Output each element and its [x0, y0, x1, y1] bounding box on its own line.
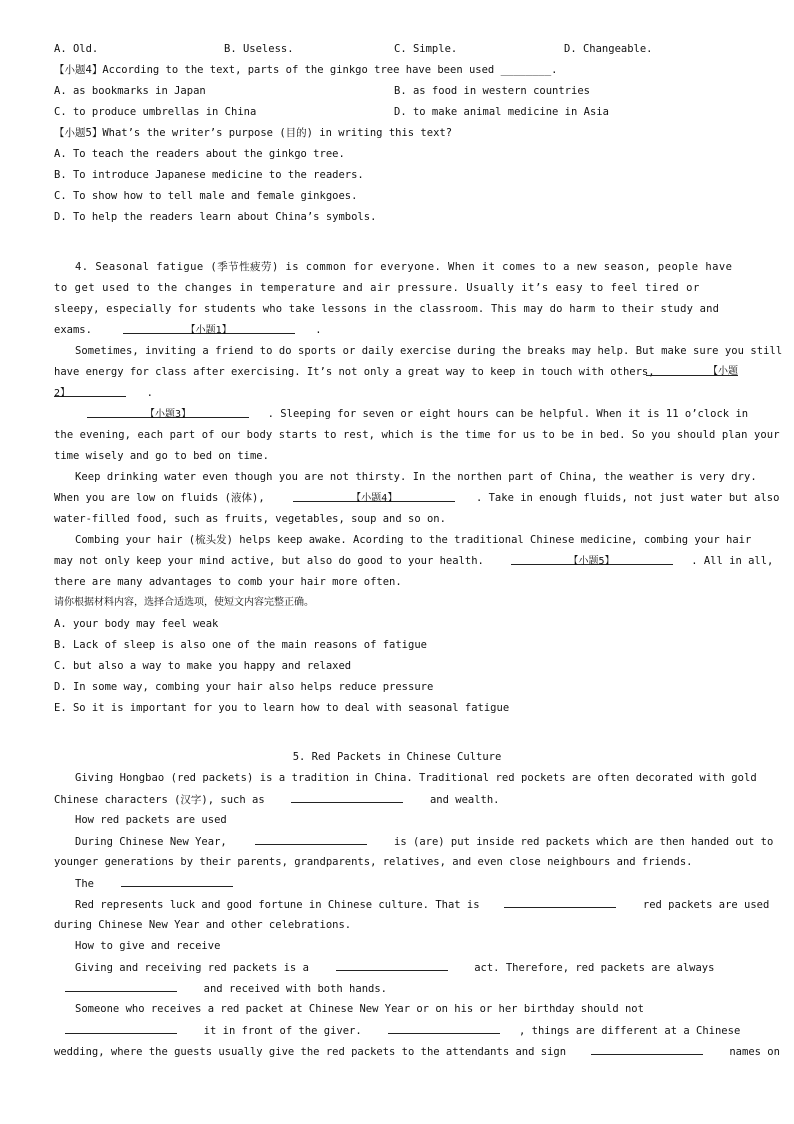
q4-stem: 【小题4】According to the text, parts of the ginkgo tree have been used ________. — [54, 64, 558, 76]
p5-text: Chinese characters (汉字), such as — [54, 794, 265, 806]
p5-blank-1[interactable] — [291, 792, 403, 803]
p4-text: . — [146, 387, 153, 399]
p4-line-9: the evening, each part of our body starts to rest, which is the time for us to be in bed. So you should plan your — [54, 429, 780, 441]
p5-line-4 — [75, 834, 773, 849]
p4-line-16: there are many advantages to comb your hair more often. — [54, 576, 402, 588]
p4-line-1: 4. Seasonal fatigue (季节性疲劳) is common for everyone. When it comes to a new season, people have — [75, 261, 733, 273]
q4-option-d: D. to make animal medicine in Asia — [394, 106, 609, 118]
p5-blank-6[interactable] — [65, 981, 177, 992]
blank-4-label: 【小题4】 — [351, 493, 398, 504]
p5-line-14 — [54, 1044, 780, 1059]
p5-blank-2[interactable] — [255, 834, 367, 845]
blank-3[interactable] — [87, 407, 249, 418]
p5-text: act. Therefore, red packets are always — [474, 962, 715, 974]
p4-text: . Take in enough fluids, not just water but also — [475, 492, 780, 504]
p4-text: . — [315, 324, 322, 336]
p4-text: . Sleeping for seven or eight hours can be helpful. When it is 11 o’clock in — [267, 408, 749, 420]
p5-blank-3[interactable] — [121, 876, 233, 887]
p5-heading-1: How red packets are used — [75, 814, 227, 826]
q4-option-b: B. as food in western countries — [394, 85, 590, 97]
p4-text: When you are low on fluids (液体), — [54, 492, 265, 504]
blank-4[interactable] — [293, 491, 455, 502]
p5-text: wedding, where the guests usually give the red packets to the attendants and sign — [54, 1046, 567, 1058]
q4-option-a: A. as bookmarks in Japan — [54, 85, 206, 97]
p4-line-10: time wisely and go to bed on time. — [54, 450, 269, 462]
p5-line-6 — [75, 876, 233, 891]
p5-line-11 — [65, 981, 387, 996]
q3-option-b: B. Useless. — [224, 43, 294, 55]
p5-blank-5[interactable] — [336, 960, 448, 971]
p5-blank-9[interactable] — [591, 1044, 703, 1055]
p4-line-3: sleepy, especially for students who take lessons in the classroom. This may do harm to their study and — [54, 303, 720, 315]
q3-option-a: A. Old. — [54, 43, 99, 55]
p5-text: During Chinese New Year, — [75, 836, 227, 848]
p5-text: Red represents luck and good fortune in Chinese culture. That is — [75, 899, 480, 911]
blank-2-label-b: 2】 — [54, 388, 71, 399]
p4-line-7 — [54, 386, 153, 400]
p4-line-4 — [54, 323, 322, 337]
p4-text: exams. — [54, 324, 92, 336]
p4-option-d: D. In some way, combing your hair also helps reduce pressure — [54, 681, 434, 693]
p4-line-14: Combing your hair (梳头发) helps keep awake. Acording to the traditional Chinese medicine, combing your hair — [75, 534, 752, 546]
p5-line-1: Giving Hongbao (red packets) is a tradition in China. Traditional red pockets are often decorated with gold — [75, 772, 757, 784]
q5-option-b: B. To introduce Japanese medicine to the readers. — [54, 169, 364, 181]
p5-line-12: Someone who receives a red packet at Chinese New Year or on his or her birthday should not — [75, 1003, 644, 1015]
p4-text: . All in all, — [691, 555, 774, 567]
p5-text: and wealth. — [429, 794, 500, 806]
p5-blank-4[interactable] — [504, 897, 616, 908]
blank-1[interactable] — [123, 323, 295, 334]
p4-line-5: Sometimes, inviting a friend to do sports or daily exercise during the breaks may help. But make sure you still — [75, 345, 783, 357]
blank-2-label-a: 【小题 — [708, 366, 738, 377]
p5-line-2 — [54, 792, 500, 807]
blank-2-start[interactable] — [646, 365, 738, 376]
q4-option-c: C. to produce umbrellas in China — [54, 106, 257, 118]
q5-option-d: D. To help the readers learn about China’s symbols. — [54, 211, 377, 223]
p5-text: The — [75, 878, 94, 890]
p5-text: names on — [729, 1046, 780, 1058]
p5-text: is (are) put inside red packets which are then handed out to — [394, 836, 774, 848]
p4-option-a: A. your body may feel weak — [54, 618, 219, 630]
q3-option-c: C. Simple. — [394, 43, 458, 55]
blank-5-label: 【小题5】 — [568, 556, 615, 567]
q5-option-c: C. To show how to tell male and female ginkgoes. — [54, 190, 358, 202]
p4-line-15 — [54, 554, 773, 568]
p5-blank-8[interactable] — [388, 1023, 500, 1034]
q5-stem: 【小题5】What’s the writer’s purpose (目的) in writing this text? — [54, 127, 453, 139]
p5-text: and received with both hands. — [203, 983, 387, 995]
p5-line-5: younger generations by their parents, grandparents, relatives, and even close neighbours and friends. — [54, 856, 693, 868]
p5-line-13 — [65, 1023, 740, 1038]
q3-option-d: D. Changeable. — [564, 43, 653, 55]
blank-1-label: 【小题1】 — [185, 325, 232, 336]
p4-line-11: Keep drinking water even though you are not thirsty. In the northen part of China, the weather is very dry. — [75, 471, 757, 483]
p5-line-8: during Chinese New Year and other celebrations. — [54, 919, 352, 931]
p4-option-c: C. but also a way to make you happy and relaxed — [54, 660, 352, 672]
p5-text: red packets are used — [642, 899, 770, 911]
p4-option-b: B. Lack of sleep is also one of the main reasons of fatigue — [54, 639, 427, 651]
p4-option-e: E. So it is important for you to learn how to deal with seasonal fatigue — [54, 702, 510, 714]
p5-line-7 — [75, 897, 769, 912]
p5-blank-7[interactable] — [65, 1023, 177, 1034]
p5-heading-2: How to give and receive — [75, 940, 221, 952]
p4-text: have energy for class after exercising. It’s not only a great way to keep in touch with others, — [54, 366, 655, 378]
p5-line-10 — [75, 960, 714, 975]
p4-instructions: 请你根据材料内容，选择合适选项，使短文内容完整正确。 — [54, 597, 314, 608]
p5-title: 5. Red Packets in Chinese Culture — [292, 751, 502, 763]
blank-2-end[interactable] — [54, 386, 126, 397]
p4-line-13: water-filled food, such as fruits, vegetables, soup and so on. — [54, 513, 446, 525]
p4-line-2: to get used to the changes in temperature and air pressure. Usually it’s easy to feel tired or — [54, 282, 700, 294]
blank-3-label: 【小题3】 — [144, 409, 192, 420]
p4-line-8 — [87, 407, 748, 421]
p5-text: Giving and receiving red packets is a — [75, 962, 309, 974]
p4-line-12 — [54, 491, 779, 505]
q5-option-a: A. To teach the readers about the ginkgo tree. — [54, 148, 345, 160]
blank-5[interactable] — [511, 554, 673, 565]
p4-line-6 — [54, 365, 655, 379]
p5-text: it in front of the giver. — [203, 1025, 362, 1037]
p4-text: may not only keep your mind active, but also do good to your health. — [54, 555, 484, 567]
p5-text: , things are different at a Chinese — [519, 1025, 741, 1037]
